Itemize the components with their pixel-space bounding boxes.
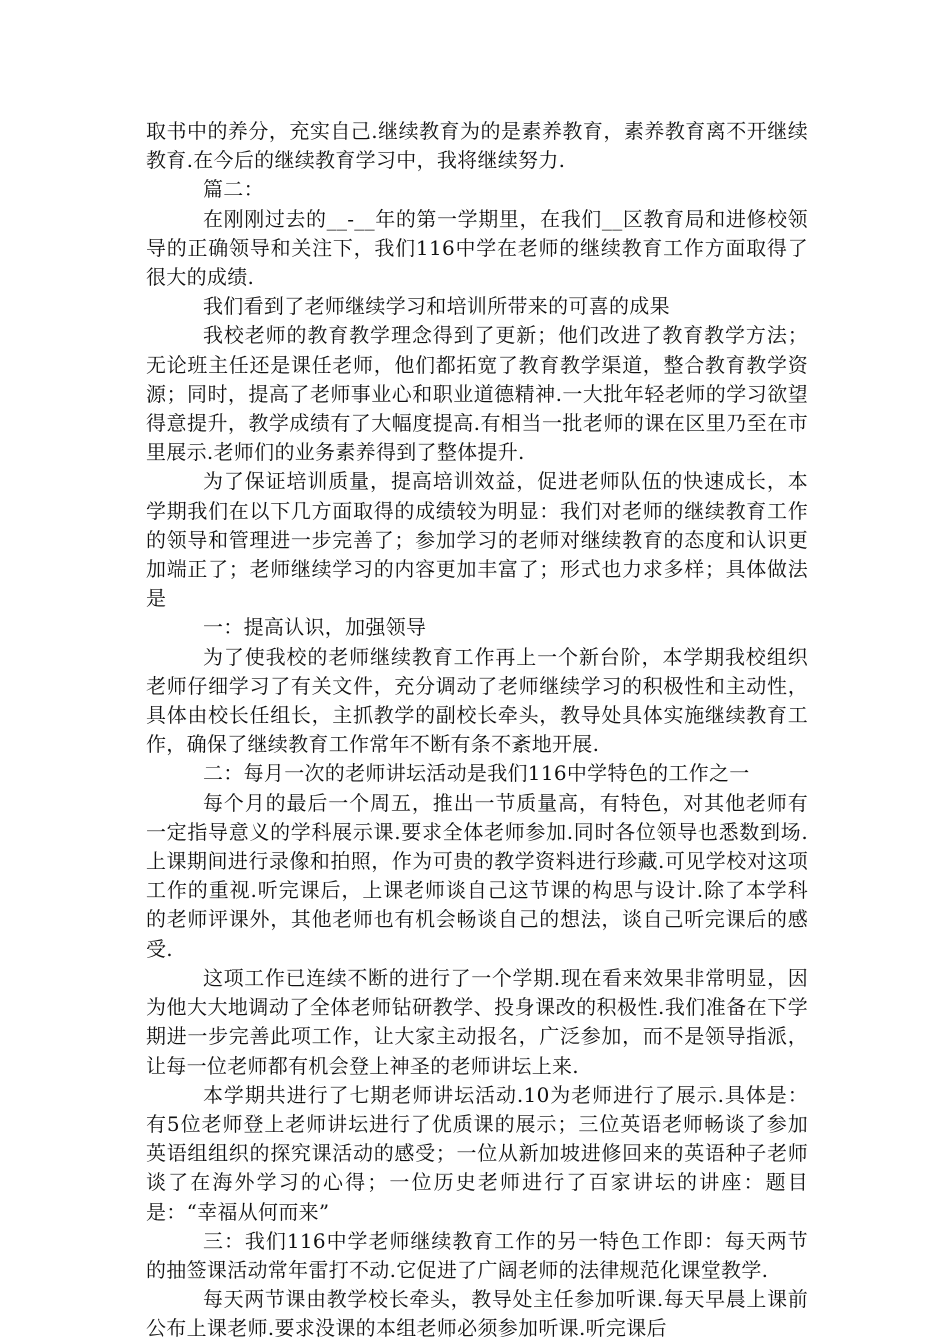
paragraph-2: 在刚刚过去的__-__年的第一学期里，在我们__区教育局和进修校领导的正确领导和关注下，我们116中学在老师的继续教育工作方面取得了很大的成绩. [146,206,808,290]
paragraph-10: 每天两节课由教学校长牵头，教导处主任参加听课.每天早晨上课前公布上课老师.要求没课的本组老师必须参加听课.听完课后 [146,1287,808,1341]
paragraph-9: 本学期共进行了七期老师讲坛活动.10为老师进行了展示.具体是：有5位老师登上老师讲坛进行了优质课的展示；三位英语老师畅谈了参加英语组组织的探究课活动的感受；一位从新加坡进修回来的英语种子老师谈了在海外学习的心得；一位历史老师进行了百家讲坛的讲座：题目是：“幸福从何而来” [146,1082,808,1224]
paragraph-7: 每个月的最后一个周五，推出一节质量高，有特色，对其他老师有一定指导意义的学科展示课.要求全体老师参加.同时各位领导也悉数到场.上课期间进行录像和拍照，作为可贵的教学资料进行珍藏.可见学校对这项工作的重视.听完课后，上课老师谈自己这节课的构思与设计.除了本学科的老师评课外，其他老师也有机会畅谈自己的想法，谈自己听完课后的感受. [146,790,808,961]
paragraph-4: 我校老师的教育教学理念得到了更新；他们改进了教育教学方法；无论班主任还是课任老师，他们都拓宽了教育教学渠道，整合教育教学资源；同时，提高了老师事业心和职业道德精神.一大批年轻老师的学习欲望得意提升，教学成绩有了大幅度提高.有相当一批老师的课在区里乃至在市里展示.老师们的业务素养得到了整体提升. [146,323,808,465]
subheading-2: 二：每月一次的老师讲坛活动是我们116中学特色的工作之一 [203,761,750,786]
subheading-1: 一：提高认识，加强领导 [203,615,427,640]
paragraph-6: 为了使我校的老师继续教育工作再上一个新台阶，本学期我校组织老师仔细学习了有关文件，充分调动了老师继续学习的积极性和主动性，具体由校长任组长，主抓教学的副校长牵头，教导处具体实施继续教育工作，确保了继续教育工作常年不断有条不紊地开展. [146,644,808,757]
paragraph-8: 这项工作已连续不断的进行了一个学期.现在看来效果非常明显，因为他大大地调动了全体老师钻研教学、投身课改的积极性.我们准备在下学期进一步完善此项工作，让大家主动报名，广泛参加，而不是领导指派，让每一位老师都有机会登上神圣的老师讲坛上来. [146,965,808,1078]
section-heading-part-two: 篇二： [203,177,264,202]
subheading-3: 三：我们116中学老师继续教育工作的另一特色工作即：每天两节的抽签课活动常年雷打不动.它促进了广阔老师的法律规范化课堂教学. [146,1228,808,1282]
paragraph-3: 我们看到了老师继续学习和培训所带来的可喜的成果 [203,294,670,319]
paragraph-1: 取书中的养分，充实自己.继续教育为的是素养教育，素养教育离不开继续教育.在今后的继续教育学习中，我将继续努力. [146,119,808,173]
document-page [146,117,808,1344]
paragraph-5: 为了保证培训质量，提高培训效益，促进老师队伍的快速成长，本学期我们在以下几方面取得的成绩较为明显：我们对老师的继续教育工作的领导和管理进一步完善了；参加学习的老师对继续教育的态度和认识更加端正了；老师继续学习的内容更加丰富了；形式也力求多样；具体做法是 [146,469,808,611]
